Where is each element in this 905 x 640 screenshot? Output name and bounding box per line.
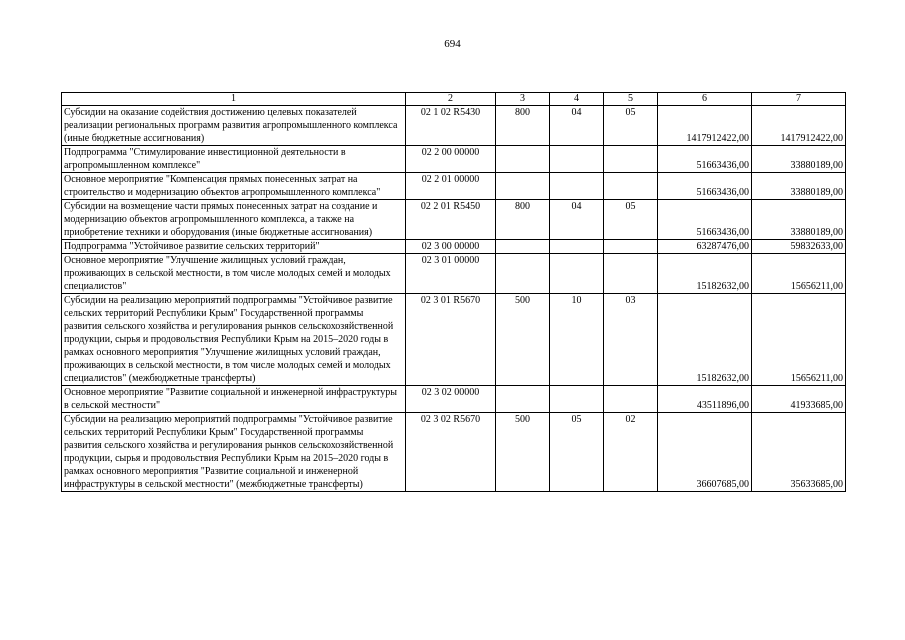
column-header: 1 xyxy=(62,93,406,106)
row-code: 02 2 01 R5450 xyxy=(406,200,496,240)
row-type xyxy=(496,173,550,200)
row-amount-2: 1417912422,00 xyxy=(752,106,846,146)
row-type: 800 xyxy=(496,106,550,146)
column-header: 7 xyxy=(752,93,846,106)
row-type: 500 xyxy=(496,413,550,492)
row-amount-2: 33880189,00 xyxy=(752,200,846,240)
row-type xyxy=(496,146,550,173)
row-code: 02 2 01 00000 xyxy=(406,173,496,200)
row-subsection: 02 xyxy=(604,413,658,492)
row-name: Подпрограмма "Устойчивое развитие сельских территорий" xyxy=(62,240,406,254)
row-amount-2: 15656211,00 xyxy=(752,294,846,386)
table-row xyxy=(62,254,846,294)
row-amount-1: 51663436,00 xyxy=(658,200,752,240)
row-code: 02 3 00 00000 xyxy=(406,240,496,254)
row-amount-2: 15656211,00 xyxy=(752,254,846,294)
row-amount-1: 36607685,00 xyxy=(658,413,752,492)
row-type: 500 xyxy=(496,294,550,386)
table-row xyxy=(62,294,846,386)
row-subsection: 05 xyxy=(604,106,658,146)
row-section: 05 xyxy=(550,413,604,492)
row-code: 02 3 02 R5670 xyxy=(406,413,496,492)
row-amount-1: 15182632,00 xyxy=(658,294,752,386)
row-amount-1: 1417912422,00 xyxy=(658,106,752,146)
table-header-row xyxy=(62,93,846,106)
row-name: Подпрограмма "Стимулирование инвестиционной деятельности в агропромышленном комплексе" xyxy=(62,146,406,173)
row-section: 04 xyxy=(550,200,604,240)
row-name: Субсидии на реализацию мероприятий подпрограммы "Устойчивое развитие сельских территорий Республики Крым" Государственной программы развития сельского хозяйства и регулирования рынков сельскохозяйственной продукции, сырья и продовольствия Республики Крым на 2015–2020 годы в рамках основного мероприятия "Улучшение жилищных условий граждан, проживающих в сельской местности, в том числе молодых семей и молодых специалистов" (межбюджетные трансферты) xyxy=(62,294,406,386)
row-amount-2: 59832633,00 xyxy=(752,240,846,254)
budget-table xyxy=(61,92,846,492)
row-amount-1: 43511896,00 xyxy=(658,386,752,413)
row-type xyxy=(496,240,550,254)
row-amount-2: 35633685,00 xyxy=(752,413,846,492)
column-header: 4 xyxy=(550,93,604,106)
row-name: Основное мероприятие "Компенсация прямых понесенных затрат на строительство и модернизацию объектов агропромышленного комплекса" xyxy=(62,173,406,200)
column-header: 6 xyxy=(658,93,752,106)
table-row xyxy=(62,413,846,492)
row-subsection xyxy=(604,146,658,173)
column-header: 2 xyxy=(406,93,496,106)
row-subsection xyxy=(604,173,658,200)
row-type xyxy=(496,386,550,413)
table-row xyxy=(62,386,846,413)
row-type: 800 xyxy=(496,200,550,240)
table-row xyxy=(62,106,846,146)
row-section: 04 xyxy=(550,106,604,146)
row-amount-1: 51663436,00 xyxy=(658,146,752,173)
row-amount-2: 33880189,00 xyxy=(752,173,846,200)
row-amount-2: 41933685,00 xyxy=(752,386,846,413)
row-section xyxy=(550,386,604,413)
row-amount-2: 33880189,00 xyxy=(752,146,846,173)
row-subsection: 03 xyxy=(604,294,658,386)
row-name: Субсидии на возмещение части прямых понесенных затрат на создание и модернизацию объектов агропромышленного комплекса, а также на приобретение техники и оборудования (иные бюджетные ассигнования) xyxy=(62,200,406,240)
row-subsection: 05 xyxy=(604,200,658,240)
column-header: 5 xyxy=(604,93,658,106)
row-subsection xyxy=(604,254,658,294)
row-section xyxy=(550,240,604,254)
row-amount-1: 63287476,00 xyxy=(658,240,752,254)
row-subsection xyxy=(604,240,658,254)
row-code: 02 2 00 00000 xyxy=(406,146,496,173)
row-name: Основное мероприятие "Развитие социальной и инженерной инфраструктуры в сельской местности" xyxy=(62,386,406,413)
row-section xyxy=(550,254,604,294)
row-name: Основное мероприятие "Улучшение жилищных условий граждан, проживающих в сельской местности, в том числе молодых семей и молодых специалистов" xyxy=(62,254,406,294)
table-row xyxy=(62,146,846,173)
row-code: 02 3 01 R5670 xyxy=(406,294,496,386)
row-code: 02 1 02 R5430 xyxy=(406,106,496,146)
table-row xyxy=(62,240,846,254)
table-row xyxy=(62,200,846,240)
row-section xyxy=(550,146,604,173)
row-code: 02 3 02 00000 xyxy=(406,386,496,413)
row-name: Субсидии на оказание содействия достижению целевых показателей реализации региональных программ развития агропромышленного комплекса (иные бюджетные ассигнования) xyxy=(62,106,406,146)
row-code: 02 3 01 00000 xyxy=(406,254,496,294)
row-amount-1: 51663436,00 xyxy=(658,173,752,200)
row-section xyxy=(550,173,604,200)
row-type xyxy=(496,254,550,294)
row-subsection xyxy=(604,386,658,413)
row-name: Субсидии на реализацию мероприятий подпрограммы "Устойчивое развитие сельских территорий Республики Крым" Государственной программы развития сельского хозяйства и регулирования рынков сельскохозяйственной продукции, сырья и продовольствия Республики Крым на 2015–2020 годы в рамках основного мероприятия "Развитие социальной и инженерной инфраструктуры в сельской местности" (межбюджетные трансферты) xyxy=(62,413,406,492)
table-row xyxy=(62,173,846,200)
row-section: 10 xyxy=(550,294,604,386)
page-number: 694 xyxy=(444,38,461,50)
column-header: 3 xyxy=(496,93,550,106)
row-amount-1: 15182632,00 xyxy=(658,254,752,294)
